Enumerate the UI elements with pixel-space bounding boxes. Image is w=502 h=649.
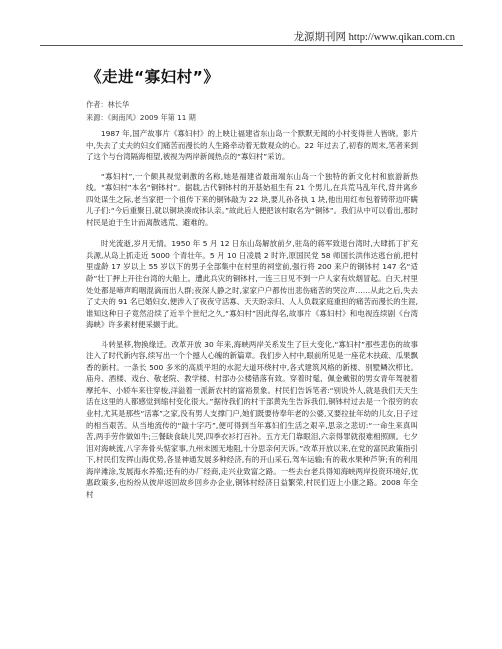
article-source: 来源：《闽南风》2009 年第 11 期	[86, 113, 196, 122]
paragraph: 1987 年,国产故事片《寡妇村》的上映让福建省东山岛一个默默无闻的小村变得世人皆晓。影片中,失去了丈夫的妇女们痛苦而漫长的人生路牵动着无数观众的心。22 年过去了,初春的周末,笔者来到了这个与台湾隔海相望,被视为两岸新闻热点的“寡妇村”采访。	[86, 129, 418, 162]
article-author: 作者：林长华	[86, 100, 130, 109]
header-divider	[40, 45, 463, 46]
article-title: 《走进“寡妇村”》	[86, 68, 220, 86]
paragraph: “寡妇村”,一个颇具视觉刺激的名称,她是福建省最南端东山岛一个独特的新文化村和旅游新热线。“寡妇村”本名“铜钵村”。据载,古代铜钵村的开基始祖生有 21 个男儿,在兵荒马乱年代,背井离乡四处谋生之际,老当家把一个祖传下来的铜钵敲为 22 块,要儿孙各执 1 块,他出用红布包着铸带边吓瞒儿子们:“今后重聚日,就以铜块凑成钵认亲。”故此后人便把该村取名为“铜钵”。我们从中可以看出,那时村民是迫于生计而离散逃荒、避难的。	[86, 171, 418, 227]
paragraph: 斗转星移,物换缘迁。改革开放 30 年来,海峡两岸关系发生了巨大变化,“寡妇村”那些悲伤的故事注入了时代新内容,续写出一个个撼人心魄的新篇章。我们步入村中,眼前所见是一座花木扶疏、瓜果飘香的新村。一条长 500 多米的高质平坦的水泥大道环绕村中,各式建筑风格的新楼、别墅鳞次栉比。庙舟、酒楼、戏台、敬老院、教学楼、村部办公楼错落有致。穿着时髦、佩金戴银的男女青年驾驶着摩托车、小轿车来往穿梭,洋溢着一派新农村的富裕景象。村民们告诉笔者:“别说外人,就是我们天天生活在这里的人都感觉到缩村变化很大。”据待我们的村干部黄先生告诉我们,铜钵村过去是一个很穷的农业村,尤其是那些“活寡”之家,没有男人支撑门户,她们既要侍奉年老的公婆,又要拉扯年幼的儿女,日子过的相当艰苦。从当地流传的“敲十字巧”,便可得到当年寡妇们生活之艰辛,思亲之悲切:“一命生来真叫苦,两手劳作做如牛;三餐缺食缺儿哭,四季衣衫打百补。五方无门靠眼泪,六亲得罪就很难相照顾。七夕泪对海峡流,八字奔骨头惦家事,九州未圆无地阻,十分思亲何天诉。”改革开放以来,在党的富民政策指引下,村民们发挥山海优势,各显神通发展多种经济,有的开山采石,驾车运输;有的栽水果种芦笋;有的利用海岸滩涂,发展海水养殖;还有的办厂经商,走兴业致富之路。一些去台老兵得知海峡两岸投资环境好,优惠政策多,也纷纷从彼岸返回故乡回乡办企业,铜钵村经济日益繁荣,村民们迈上小康之路。2008 年全村	[86, 339, 418, 499]
site-header[interactable]: 龙源期刊网 http://www.qikan.com.cn	[293, 32, 455, 43]
paragraph: 时光流逝,岁月无情。1950 年 5 月 12 日东山岛解放前夕,驻岛的蒋军致退台湾时,大肆抓丁扩充兵源,从岛上抓走近 5000 个青壮年。5 月 10 日凌晨 2 时许,原国民党 58 师国长洪伟达逃台前,把村里虚龄 17 岁以上 55 岁以下的男子全部集中在村里的祠堂前,强行将 200 来户的铜钵村 147 名“适龄”壮丁押上开往台湾的大船上。遭此兵灾的铜钵村,一连三日见不到一户人家有炊烟冒起。白天,村里处处都是啼声呜咽混滴而出人群;夜深人静之时,家家户户都传出悲伤痛苦的哭泣声……从此之后,失去了丈夫的 91 名已婚妇女,便涉入了夜夜守活寡、天天盼亲归、人人负载家庭重担的痛苦而漫长的生涯,谁知这种日子竟然沿续了近半个世纪之久,“寡妇村”因此得名,故事片《寡妇村》和电视连续剧《台湾海峡》许多素材便采撷于此。	[86, 239, 418, 330]
article-body	[86, 128, 418, 508]
